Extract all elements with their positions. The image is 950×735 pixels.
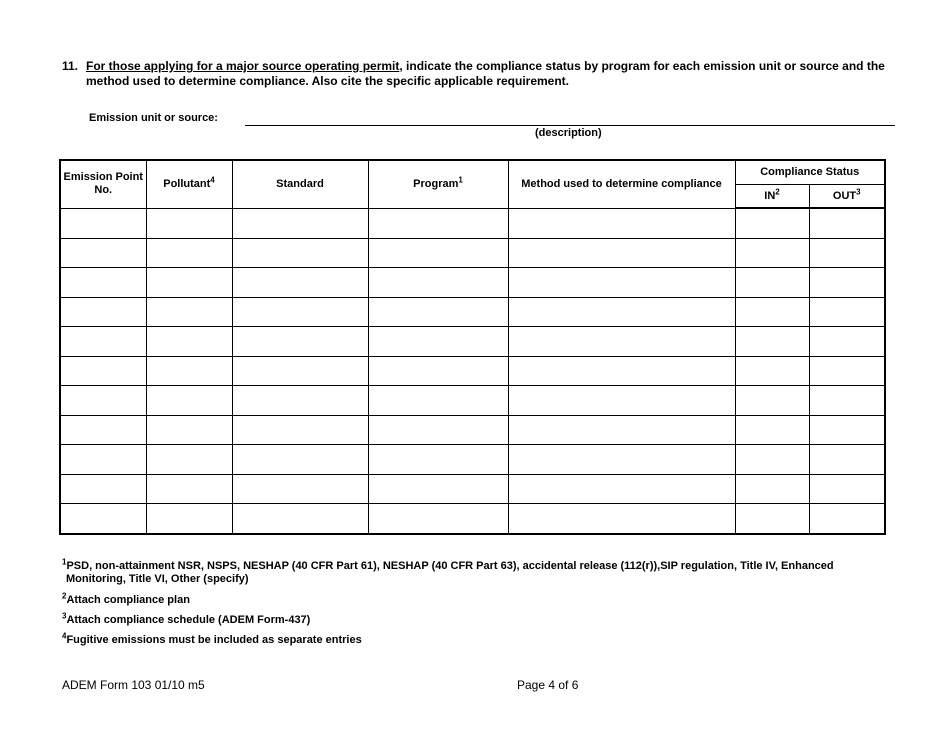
header-out-label: OUT [832, 189, 857, 202]
cell-emission-point[interactable] [60, 327, 146, 357]
page-number: Page 4 of 6 [517, 678, 579, 692]
header-program [368, 160, 508, 208]
cell-emission-point[interactable] [60, 268, 146, 298]
cell-program[interactable] [368, 327, 508, 357]
cell-pollutant[interactable] [146, 386, 232, 416]
cell-out[interactable] [809, 474, 885, 504]
cell-pollutant[interactable] [146, 356, 232, 386]
cell-program[interactable] [368, 297, 508, 327]
footnote-3 [62, 611, 892, 627]
cell-in[interactable] [735, 238, 809, 268]
footnote-3-text: Attach compliance schedule (ADEM Form-437) [66, 614, 311, 626]
cell-standard[interactable] [232, 474, 368, 504]
footnote-1-text: PSD, non-attainment NSR, NSPS, NESHAP (40 CFR Part 61), NESHAP (40 CFR Part 63), accidental release (112(r)),SIP regulation, Title IV, Enhanced [66, 560, 834, 572]
cell-pollutant[interactable] [146, 504, 232, 534]
footnote-4-marker: 4 [62, 631, 67, 641]
question-text [86, 59, 892, 89]
table-body [60, 208, 885, 534]
header-program-label: Program [413, 177, 459, 190]
cell-method[interactable] [508, 327, 735, 357]
header-program-footnote-ref: 1 [458, 175, 463, 185]
footnote-1-marker: 1 [62, 557, 67, 567]
cell-program[interactable] [368, 445, 508, 475]
cell-emission-point[interactable] [60, 356, 146, 386]
form-id: ADEM Form 103 01/10 m5 [62, 678, 205, 692]
cell-emission-point[interactable] [60, 238, 146, 268]
footnote-1-continuation: Monitoring, Title VI, Other (specify) [66, 573, 249, 585]
cell-program[interactable] [368, 356, 508, 386]
cell-emission-point[interactable] [60, 504, 146, 534]
header-in [735, 185, 809, 209]
cell-out[interactable] [809, 504, 885, 534]
cell-in[interactable] [735, 474, 809, 504]
table-row [60, 238, 885, 268]
cell-standard[interactable] [232, 356, 368, 386]
emission-unit-label: Emission unit or source: [89, 112, 218, 124]
cell-emission-point[interactable] [60, 474, 146, 504]
cell-emission-point[interactable] [60, 415, 146, 445]
cell-pollutant[interactable] [146, 445, 232, 475]
header-pollutant-footnote-ref: 4 [210, 175, 215, 185]
cell-in[interactable] [735, 445, 809, 475]
cell-method[interactable] [508, 238, 735, 268]
cell-in[interactable] [735, 268, 809, 298]
table-row [60, 208, 885, 238]
cell-program[interactable] [368, 415, 508, 445]
table-row [60, 504, 885, 534]
header-method: Method used to determine compliance [508, 160, 735, 208]
cell-standard[interactable] [232, 386, 368, 416]
cell-in[interactable] [735, 356, 809, 386]
header-in-label: IN [764, 189, 776, 202]
cell-in[interactable] [735, 327, 809, 357]
footnote-4 [62, 631, 892, 647]
cell-pollutant[interactable] [146, 474, 232, 504]
question-underlined-text: For those applying for a major source operating permit [86, 59, 400, 73]
header-out [809, 185, 885, 209]
cell-program[interactable] [368, 208, 508, 238]
header-pollutant [146, 160, 232, 208]
question-number: 11. [62, 59, 79, 73]
cell-method[interactable] [508, 474, 735, 504]
header-in-footnote-ref: 2 [775, 186, 780, 196]
cell-pollutant[interactable] [146, 208, 232, 238]
compliance-table [59, 159, 886, 535]
footnote-2-text: Attach compliance plan [66, 594, 190, 606]
cell-emission-point[interactable] [60, 445, 146, 475]
header-pollutant-label: Pollutant [163, 177, 211, 190]
cell-method[interactable] [508, 356, 735, 386]
emission-unit-input-line[interactable] [245, 125, 895, 126]
table-row [60, 474, 885, 504]
cell-emission-point[interactable] [60, 386, 146, 416]
footnote-4-text: Fugitive emissions must be included as separate entries [66, 634, 362, 646]
cell-method[interactable] [508, 386, 735, 416]
cell-pollutant[interactable] [146, 415, 232, 445]
cell-program[interactable] [368, 238, 508, 268]
cell-out[interactable] [809, 238, 885, 268]
cell-program[interactable] [368, 268, 508, 298]
cell-pollutant[interactable] [146, 238, 232, 268]
cell-method[interactable] [508, 297, 735, 327]
cell-method[interactable] [508, 268, 735, 298]
cell-in[interactable] [735, 208, 809, 238]
table-row [60, 415, 885, 445]
cell-standard[interactable] [232, 238, 368, 268]
cell-pollutant[interactable] [146, 327, 232, 357]
cell-pollutant[interactable] [146, 297, 232, 327]
cell-method[interactable] [508, 445, 735, 475]
cell-standard[interactable] [232, 268, 368, 298]
footnote-2 [62, 591, 892, 607]
cell-in[interactable] [735, 504, 809, 534]
cell-standard[interactable] [232, 445, 368, 475]
header-compliance-status: Compliance Status [735, 160, 885, 185]
cell-method[interactable] [508, 208, 735, 238]
cell-standard[interactable] [232, 415, 368, 445]
cell-in[interactable] [735, 297, 809, 327]
cell-standard[interactable] [232, 504, 368, 534]
table-row [60, 297, 885, 327]
header-emission-point: Emission Point No. [60, 160, 146, 208]
footnote-1 [62, 557, 892, 586]
cell-out[interactable] [809, 415, 885, 445]
cell-program[interactable] [368, 504, 508, 534]
cell-in[interactable] [735, 386, 809, 416]
cell-out[interactable] [809, 386, 885, 416]
question-body-text: , indicate the compliance status by program for each emission unit or source and the method used to determine compliance. Also cite the specific applicable requirement. [86, 59, 885, 88]
table-row [60, 356, 885, 386]
cell-emission-point[interactable] [60, 297, 146, 327]
cell-out[interactable] [809, 297, 885, 327]
table-row [60, 327, 885, 357]
cell-in[interactable] [735, 415, 809, 445]
cell-out[interactable] [809, 356, 885, 386]
table-row [60, 386, 885, 416]
cell-out[interactable] [809, 208, 885, 238]
footnote-3-marker: 3 [62, 611, 67, 621]
cell-program[interactable] [368, 474, 508, 504]
cell-out[interactable] [809, 268, 885, 298]
footnote-2-marker: 2 [62, 591, 67, 601]
cell-method[interactable] [508, 415, 735, 445]
table-row [60, 268, 885, 298]
description-label: (description) [535, 127, 602, 139]
cell-out[interactable] [809, 327, 885, 357]
cell-standard[interactable] [232, 297, 368, 327]
cell-standard[interactable] [232, 208, 368, 238]
cell-program[interactable] [368, 386, 508, 416]
header-standard: Standard [232, 160, 368, 208]
cell-emission-point[interactable] [60, 208, 146, 238]
header-out-footnote-ref: 3 [856, 186, 861, 196]
cell-pollutant[interactable] [146, 268, 232, 298]
question-11 [62, 59, 892, 89]
cell-out[interactable] [809, 445, 885, 475]
cell-standard[interactable] [232, 327, 368, 357]
cell-method[interactable] [508, 504, 735, 534]
table-row [60, 445, 885, 475]
